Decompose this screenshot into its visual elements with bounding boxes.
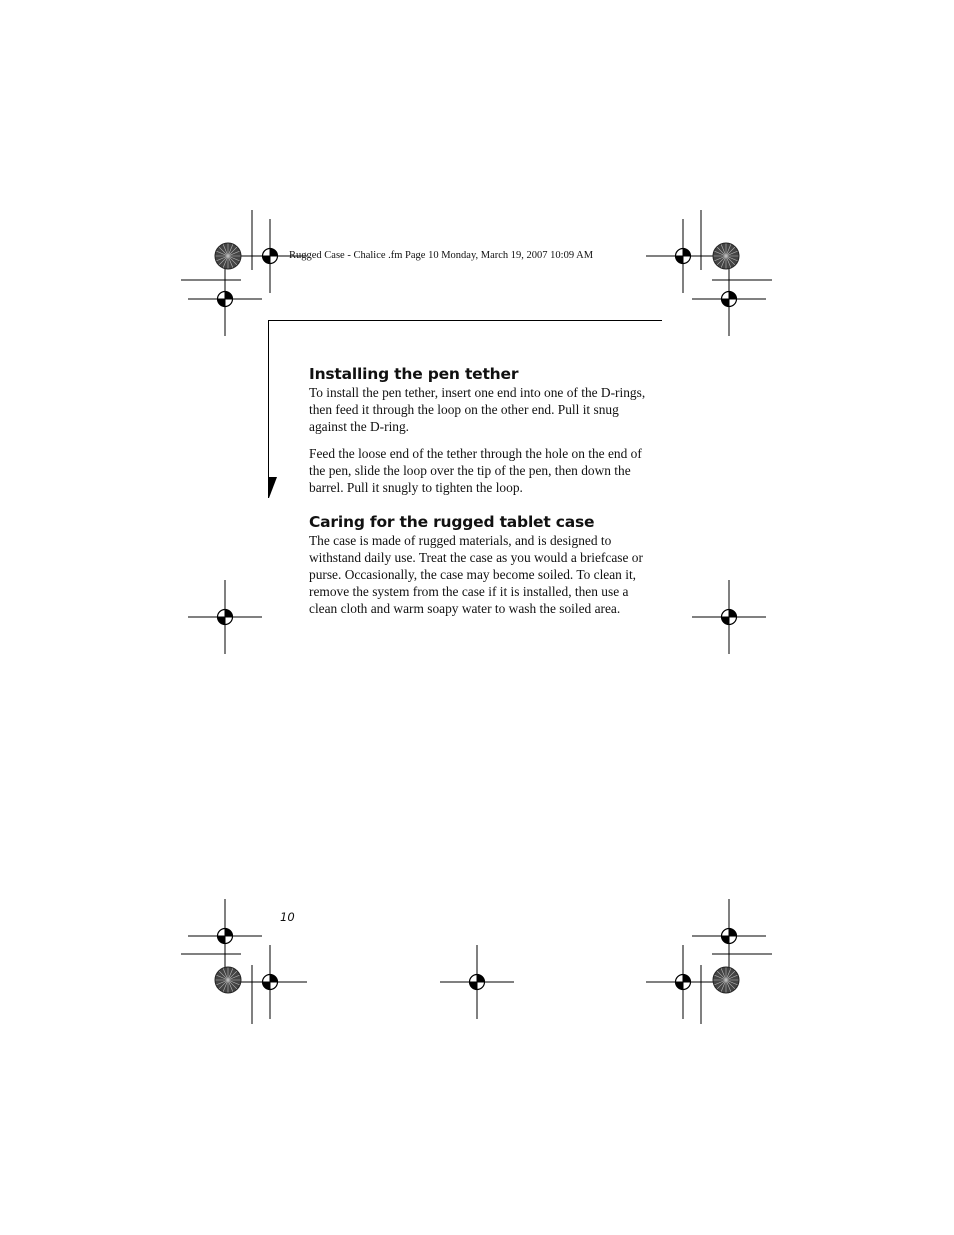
section-heading: Installing the pen tether	[309, 365, 519, 383]
registration-mark-icon	[188, 899, 262, 973]
body-paragraph: To install the pen tether, insert one end into one of the D-rings, then feed it through the loop on the other end. Pull it snug against the D-ring.	[309, 385, 646, 434]
star-target-icon	[713, 967, 739, 993]
star-target-icon	[215, 243, 241, 269]
registration-mark-icon	[692, 899, 766, 973]
star-target-icon	[713, 243, 739, 269]
body-paragraph: Feed the loose end of the tether through the hole on the end of the pen, slide the loop over the tip of the pen, then down the barrel. Pull it snugly to tighten the loop.	[309, 446, 642, 495]
main-content	[309, 365, 654, 617]
section-tab-icon	[269, 477, 277, 498]
print-slug: Rugged Case - Chalice .fm Page 10 Monday, March 19, 2007 10:09 AM	[289, 250, 594, 261]
registration-mark-icon	[646, 945, 720, 1019]
registration-mark-icon	[233, 945, 307, 1019]
body-paragraph: The case is made of rugged materials, and is designed to withstand daily use. Treat the case as you would a briefcase or purse. Occasionally, the case may become soiled. To clean it, remove the system from the case if it is installed, then use a clean cloth and warm soapy water to wash the soiled area.	[309, 533, 643, 616]
registration-mark-icon	[188, 262, 262, 336]
star-target-icon	[215, 967, 241, 993]
registration-mark-icon	[692, 580, 766, 654]
registration-mark-icon	[188, 580, 262, 654]
registration-mark-icon	[646, 219, 720, 293]
section-heading: Caring for the rugged tablet case	[309, 513, 595, 531]
registration-mark-icon	[440, 945, 514, 1019]
page-number: 10	[280, 910, 295, 924]
registration-mark-icon	[692, 262, 766, 336]
